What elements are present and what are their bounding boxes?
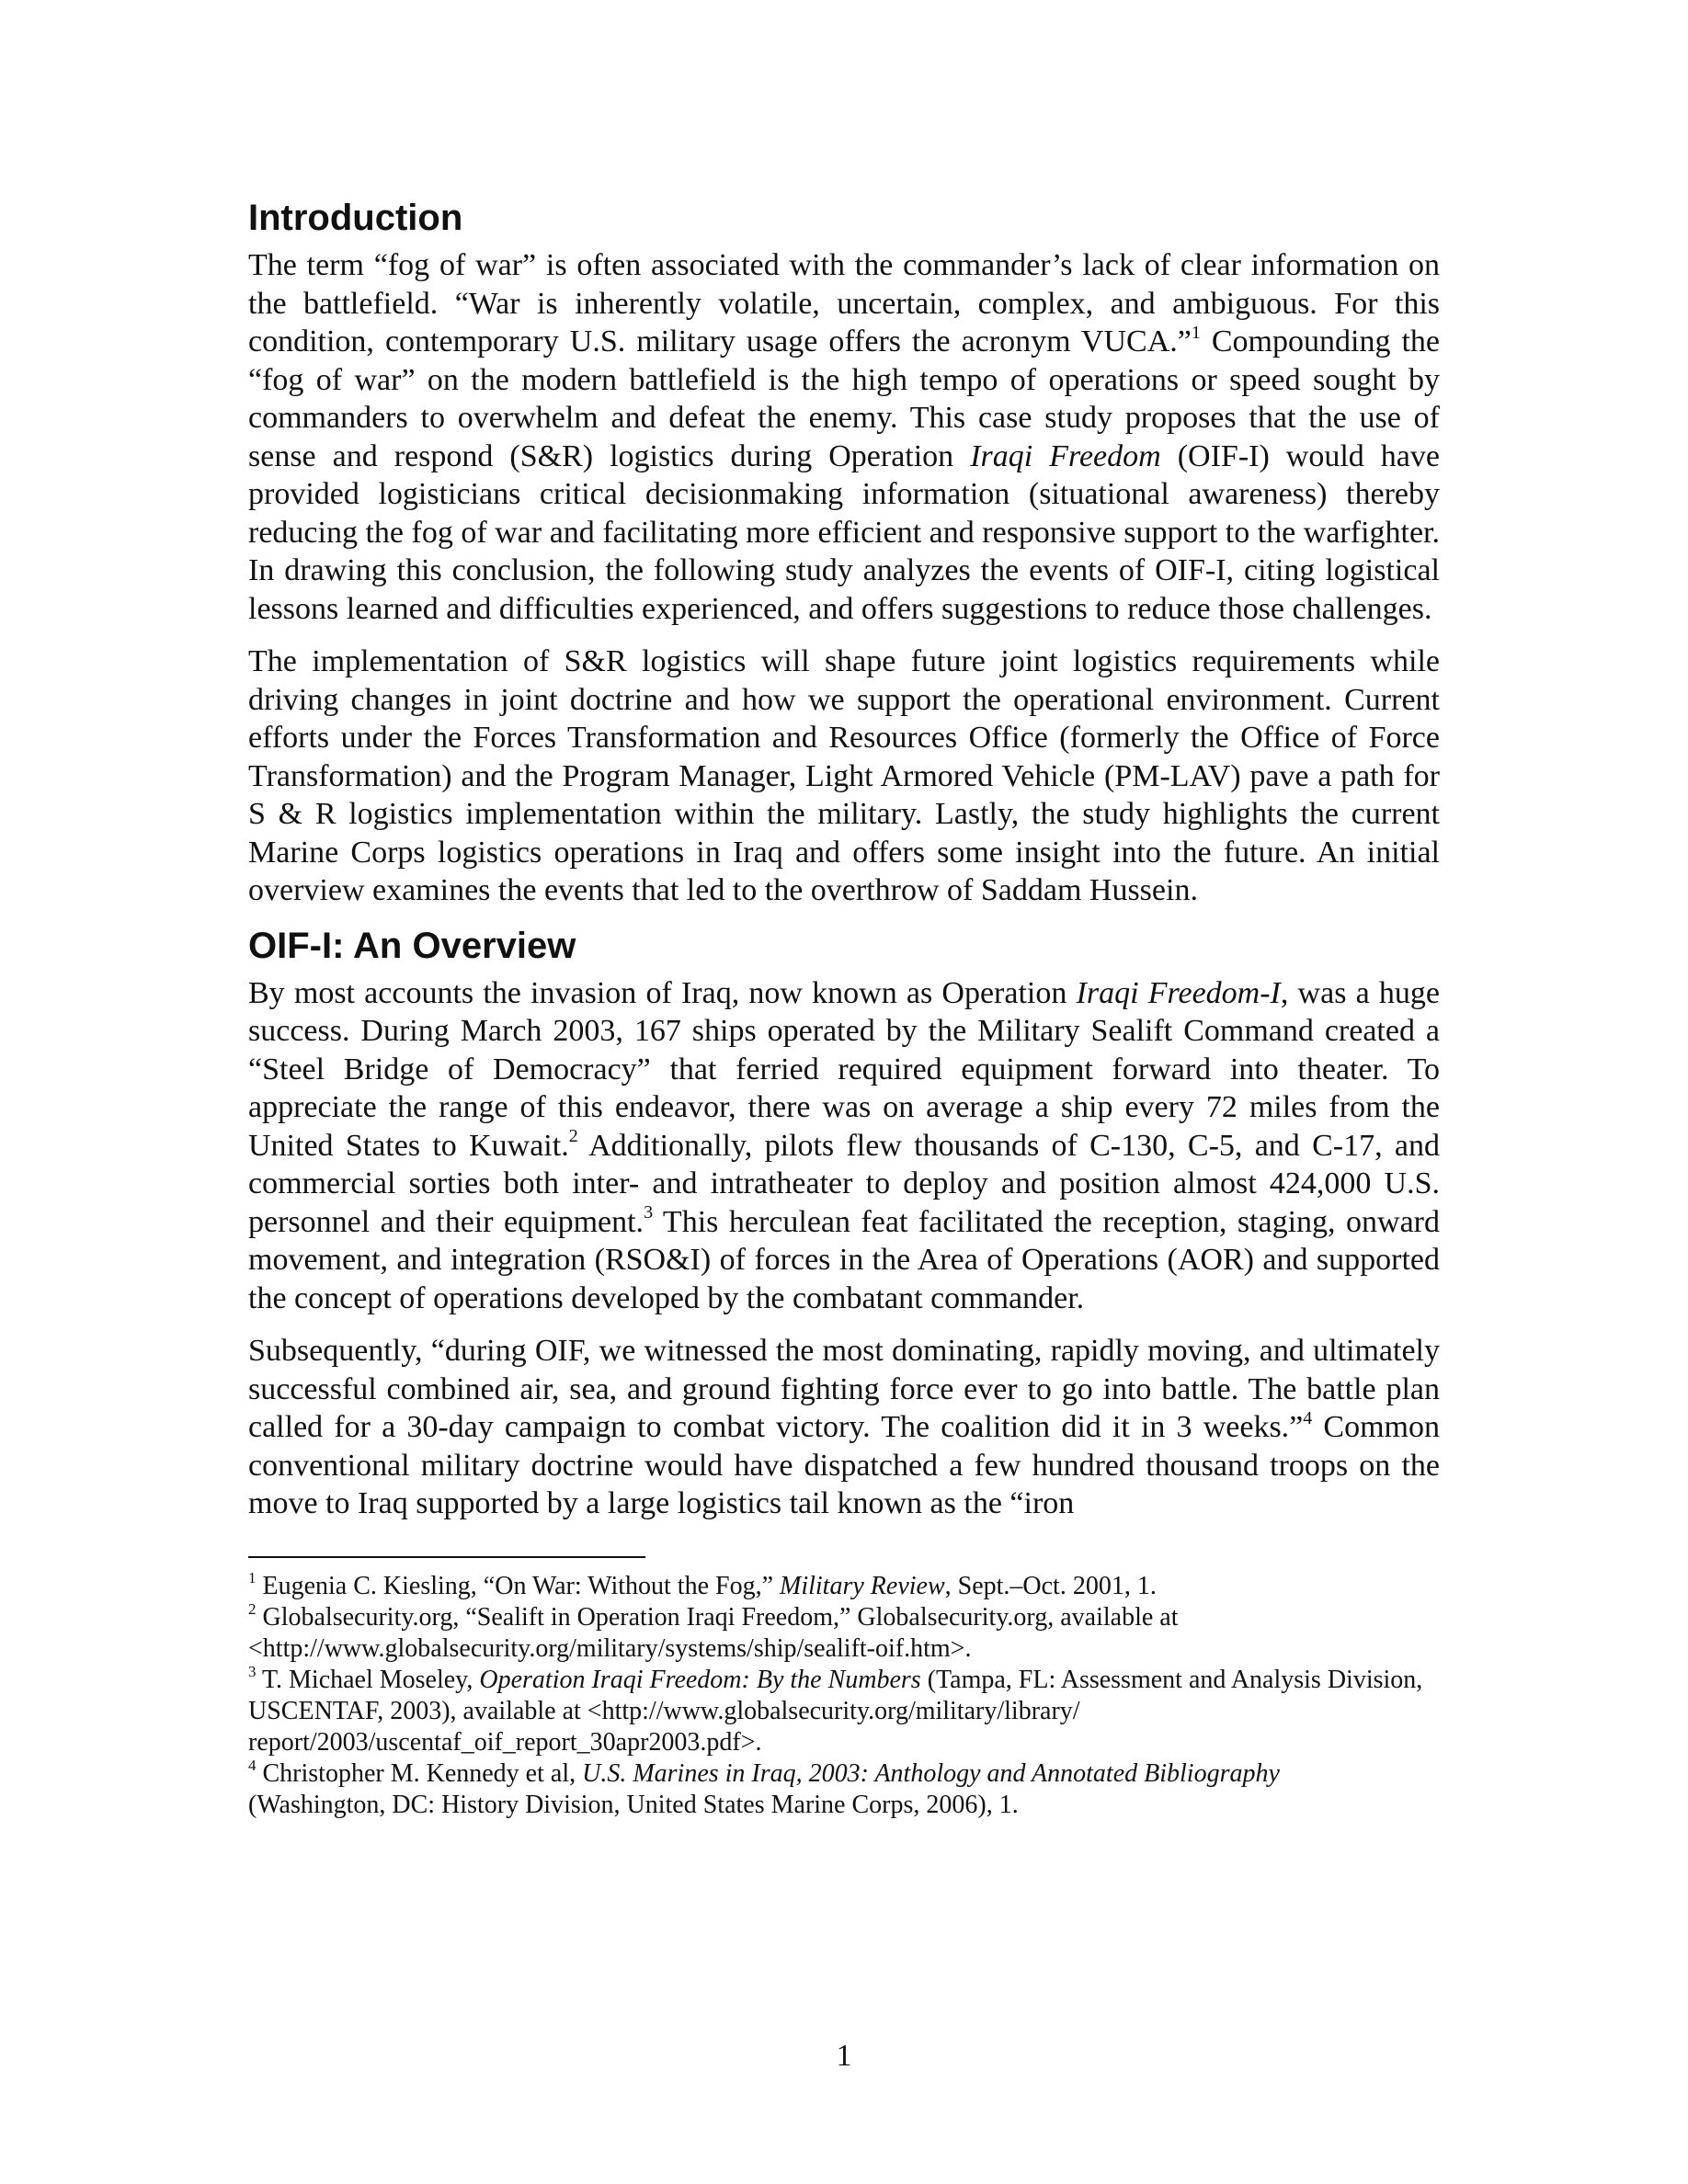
page-number: 1 (836, 2039, 852, 2073)
intro-paragraph-2: The implementation of S&R logistics will shape future joint logistics requirements while driving changes in joint doctrine and how we support the operational environment. Current efforts under the Forces Transformation and Resources Office (formerly the Office of Force Transformation) and the Program Manager, Light Armored Vehicle (PM-LAV) pave a path for S & R logistics implementation within the military. Lastly, the study highlights the current Marine Corps logistics operations in Iraq and offers some insight into the future. An initial overview examines the events that led to the overthrow of Saddam Hussein. (248, 644, 1440, 907)
footnote-ref-4[interactable]: 4 (1303, 1407, 1313, 1428)
section-heading-overview: OIF-I: An Overview (248, 925, 576, 966)
intro-paragraph-1: The term “fog of war” is often associated with the commander’s lack of clear information on the battlefield. “War is inherently volatile, uncertain, complex, and ambiguous. For this condition, contemporary U.S. military usage offers the acronym VUCA.”$^1$ Compounding the “fog of war” on the modern battlefield is the high tempo of operations or speed sought by commanders to overwhelm and defeat the enemy. This case study proposes that the use of sense and respond (S&R) logistics during Operation Iraqi Freedom (OIF-I) would have provided logisticians critical decisionmaking information (situational awareness) thereby reducing the fog of war and facilitating more efficient and responsive support to the warfighter. In drawing this conclusion, the following study analyzes the events of OIF-I, citing logistical lessons learned and difficulties experienced, and offers suggestions to reduce those challenges. (248, 248, 1440, 626)
footnote-ref-1[interactable]: 1 (1191, 322, 1201, 343)
footnote-2: $^2$ Globalsecurity.org, “Sealift in Operation Iraqi Freedom,” Globalsecurity.org, available at <http://www.globalsecurity.org/military/systems/ship/sealift-oif.htm>. (248, 1600, 1179, 1663)
overview-paragraph-2: Subsequently, “during OIF, we witnessed the most dominating, rapidly moving, and ultimately successful combined air, sea, and ground fighting force ever to go into battle. The battle plan called for a 30-day campaign to combat victory. The coalition did it in 3 weeks.”$^4$ Common conventional military doctrine would have dispatched a few hundred thousand troops on the move to Iraq supported by a large logistics tail known as the “iron (248, 1334, 1441, 1520)
footnote-1: $^1$ Eugenia C. Kiesling, “On War: Without the Fog,” Military Review, Sept.–Oct. 2001, 1. (248, 1569, 1157, 1600)
overview-paragraph-1: By most accounts the invasion of Iraq, now known as Operation Iraqi Freedom-I, was a huge success. During March 2003, 167 ships operated by the Military Sealift Command created a “Steel Bridge of Democracy” that ferried required equipment forward into theater. To appreciate the range of this endeavor, there was on average a ship every 72 miles from the United States to Kuwait.$^2$ Additionally, pilots flew thousands of C-130, C-5, and C-17, and commercial sorties both inter- and intratheater to deploy and position almost 424,000 U.S. personnel and their equipment.$^3$ This herculean feat facilitated the reception, staging, onward movement, and integration (RSO&I) of forces in the Area of Operations (AOR) and supported the concept of operations developed by the combatant commander. (248, 975, 1440, 1315)
footnote-ref-2[interactable]: 2 (568, 1126, 578, 1147)
footnote-url[interactable]: <http://www.globalsecurity.org/military/systems/ship/sealift-oif.htm>. (248, 1633, 972, 1663)
footnotes (248, 1571, 1440, 1821)
section-heading-introduction: Introduction (248, 198, 463, 238)
footnote-ref-3[interactable]: 3 (644, 1202, 654, 1223)
footnote-3: $^3$ T. Michael Moseley, Operation Iraqi Freedom: By the Numbers (Tampa, FL: Assessment and Analysis Division, USCENTAF, 2003), available at <http://www.globalsecurity.org/military/library/ report/2003/uscentaf_oif_report_30apr2003.pdf>. (248, 1663, 1423, 1757)
italic-operation-name: Iraqi Freedom (970, 438, 1161, 473)
document-page (248, 197, 1440, 1821)
footnote-4: $^4$ Christopher M. Kennedy et al, U.S. Marines in Iraq, 2003: Anthology and Annotated Bibliography (Washington, DC: History Division, United States Marine Corps, 2006), 1. (248, 1757, 1280, 1819)
footnote-separator (248, 1556, 645, 1558)
italic-operation-name: Iraqi Freedom-I (1076, 975, 1281, 1010)
